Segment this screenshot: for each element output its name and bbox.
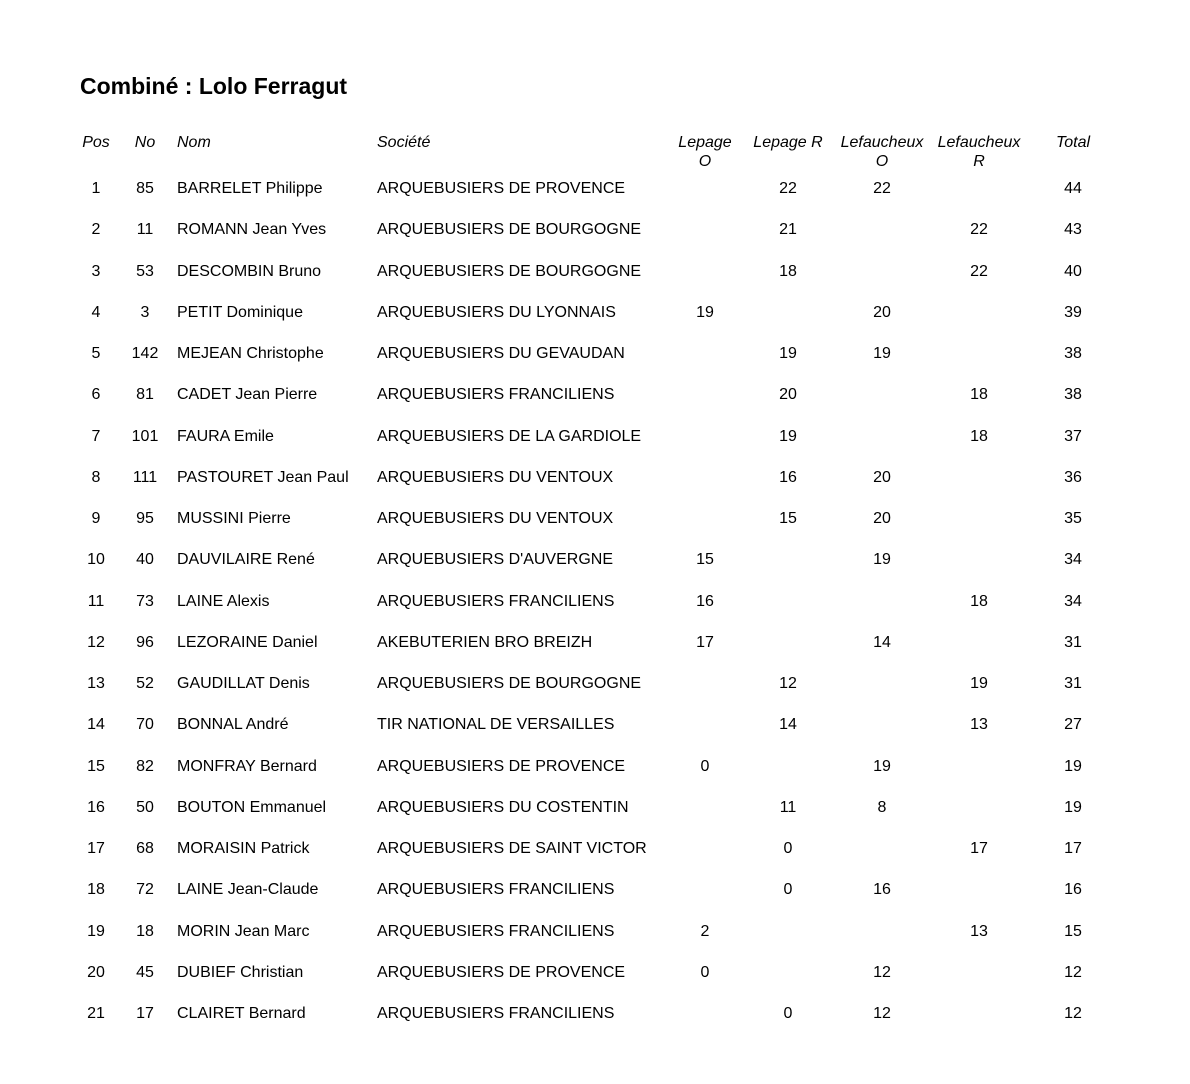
cell-lefaucheux-o: 19 bbox=[873, 551, 891, 569]
cell-no: 142 bbox=[131, 345, 159, 362]
cell-pos: 9 bbox=[91, 510, 101, 527]
cell-total: 34 bbox=[1064, 551, 1082, 569]
cell-no: 82 bbox=[136, 757, 154, 775]
table-row bbox=[0, 674, 1190, 715]
cell-lepage-o: 15 bbox=[696, 551, 714, 569]
table-row bbox=[0, 633, 1190, 674]
table-row bbox=[0, 1004, 1190, 1045]
header-lepage-r: Lepage R bbox=[753, 134, 823, 151]
cell-total: 36 bbox=[1064, 468, 1082, 486]
cell-total: 31 bbox=[1064, 633, 1082, 651]
cell-societe: ARQUEBUSIERS DE PROVENCE bbox=[377, 180, 626, 197]
cell-nom: BONNAL André bbox=[177, 716, 289, 734]
cell-societe: ARQUEBUSIERS DE PROVENCE bbox=[377, 963, 626, 981]
cell-lepage-r: 20 bbox=[779, 386, 797, 404]
cell-total: 16 bbox=[1064, 881, 1082, 899]
header-nom: Nom bbox=[177, 134, 211, 151]
table-row bbox=[0, 757, 1190, 798]
cell-societe: TIR NATIONAL DE VERSAILLES bbox=[377, 716, 615, 734]
cell-nom: BOUTON Emmanuel bbox=[177, 798, 327, 816]
cell-nom: CADET Jean Pierre bbox=[177, 386, 318, 404]
header-lefaucheux-o-line1: Lefaucheux bbox=[840, 134, 924, 151]
cell-pos: 11 bbox=[87, 592, 105, 610]
cell-total: 12 bbox=[1064, 1005, 1082, 1022]
cell-lefaucheux-o: 14 bbox=[873, 633, 891, 651]
cell-total: 12 bbox=[1064, 963, 1082, 981]
cell-societe: ARQUEBUSIERS DE BOURGOGNE bbox=[377, 262, 642, 280]
table-row bbox=[0, 262, 1190, 303]
cell-societe: ARQUEBUSIERS FRANCILIENS bbox=[377, 881, 615, 899]
cell-lepage-r: 16 bbox=[779, 468, 797, 486]
cell-no: 3 bbox=[140, 303, 150, 321]
table-row bbox=[0, 179, 1190, 220]
cell-pos: 7 bbox=[91, 427, 101, 445]
cell-nom: LAINE Jean-Claude bbox=[177, 881, 319, 899]
cell-societe: ARQUEBUSIERS DU VENTOUX bbox=[377, 468, 614, 486]
cell-total: 19 bbox=[1064, 757, 1082, 775]
page-title: Combiné : Lolo Ferragut bbox=[80, 73, 348, 99]
cell-total: 31 bbox=[1064, 675, 1082, 692]
header-lefaucheux-o bbox=[836, 133, 928, 171]
cell-lefaucheux-r: 19 bbox=[970, 675, 988, 692]
cell-lefaucheux-r: 13 bbox=[970, 922, 988, 940]
table-row bbox=[0, 344, 1190, 385]
cell-nom: ROMANN Jean Yves bbox=[177, 221, 327, 239]
cell-nom: MORIN Jean Marc bbox=[177, 922, 310, 940]
table-row bbox=[0, 592, 1190, 633]
cell-nom: LAINE Alexis bbox=[177, 592, 270, 610]
cell-nom: BARRELET Philippe bbox=[177, 180, 323, 197]
cell-lefaucheux-r: 22 bbox=[970, 221, 988, 239]
table-row bbox=[0, 922, 1190, 963]
cell-lepage-r: 21 bbox=[779, 221, 797, 239]
cell-nom: PETIT Dominique bbox=[177, 303, 303, 321]
cell-pos: 10 bbox=[87, 551, 105, 569]
header-total: Total bbox=[1055, 134, 1091, 151]
header-lepage-o-line1: Lepage bbox=[678, 134, 732, 151]
cell-lefaucheux-o: 12 bbox=[873, 1005, 891, 1022]
cell-societe: ARQUEBUSIERS D'AUVERGNE bbox=[377, 551, 613, 569]
cell-total: 39 bbox=[1064, 303, 1082, 321]
table-row bbox=[0, 963, 1190, 1004]
cell-pos: 13 bbox=[87, 675, 105, 692]
cell-societe: ARQUEBUSIERS FRANCILIENS bbox=[377, 386, 615, 404]
cell-nom: MONFRAY Bernard bbox=[177, 757, 317, 775]
cell-pos: 2 bbox=[91, 221, 101, 239]
cell-societe: ARQUEBUSIERS DE LA GARDIOLE bbox=[377, 427, 642, 445]
cell-nom: LEZORAINE Daniel bbox=[177, 633, 318, 651]
cell-lefaucheux-r: 17 bbox=[970, 840, 988, 857]
cell-lefaucheux-r: 18 bbox=[970, 386, 988, 404]
cell-nom: FAURA Emile bbox=[177, 427, 274, 445]
cell-pos: 19 bbox=[87, 922, 105, 940]
cell-societe: ARQUEBUSIERS DE SAINT VICTOR bbox=[377, 840, 647, 857]
table-row bbox=[0, 798, 1190, 839]
cell-societe: ARQUEBUSIERS DU COSTENTIN bbox=[377, 798, 629, 816]
cell-lefaucheux-r: 18 bbox=[970, 427, 988, 445]
cell-societe: ARQUEBUSIERS FRANCILIENS bbox=[377, 922, 615, 940]
table-row bbox=[0, 427, 1190, 468]
cell-lepage-r: 19 bbox=[779, 427, 797, 445]
cell-nom: MORAISIN Patrick bbox=[177, 840, 310, 857]
header-lepage-o-line2: O bbox=[698, 153, 712, 170]
cell-pos: 6 bbox=[91, 386, 101, 404]
cell-total: 40 bbox=[1064, 262, 1082, 280]
cell-nom: DESCOMBIN Bruno bbox=[177, 262, 322, 280]
cell-lefaucheux-r: 22 bbox=[970, 262, 988, 280]
table-row bbox=[0, 715, 1190, 756]
cell-total: 17 bbox=[1064, 840, 1082, 857]
cell-societe: ARQUEBUSIERS FRANCILIENS bbox=[377, 1005, 615, 1022]
cell-societe: ARQUEBUSIERS FRANCILIENS bbox=[377, 592, 615, 610]
cell-lepage-r: 0 bbox=[783, 1005, 793, 1022]
cell-total: 37 bbox=[1064, 427, 1082, 445]
cell-nom: GAUDILLAT Denis bbox=[177, 675, 310, 692]
cell-lepage-r: 11 bbox=[779, 798, 797, 816]
cell-lefaucheux-o: 22 bbox=[873, 180, 891, 197]
table-row bbox=[0, 468, 1190, 509]
cell-nom: MEJEAN Christophe bbox=[177, 345, 324, 362]
cell-pos: 15 bbox=[87, 757, 105, 775]
cell-lepage-r: 14 bbox=[779, 716, 797, 734]
cell-lefaucheux-o: 8 bbox=[877, 798, 887, 816]
cell-societe: AKEBUTERIEN BRO BREIZH bbox=[377, 633, 593, 651]
cell-no: 70 bbox=[136, 716, 154, 734]
cell-societe: ARQUEBUSIERS DE BOURGOGNE bbox=[377, 675, 642, 692]
cell-no: 73 bbox=[136, 592, 154, 610]
cell-lefaucheux-o: 20 bbox=[873, 510, 891, 527]
cell-pos: 12 bbox=[87, 633, 105, 651]
cell-lepage-r: 0 bbox=[783, 881, 793, 899]
cell-lepage-r: 22 bbox=[779, 180, 797, 197]
cell-no: 53 bbox=[136, 262, 154, 280]
cell-total: 43 bbox=[1064, 221, 1082, 239]
cell-lefaucheux-o: 20 bbox=[873, 468, 891, 486]
cell-no: 52 bbox=[136, 675, 154, 692]
cell-pos: 14 bbox=[87, 716, 105, 734]
cell-lefaucheux-o: 19 bbox=[873, 345, 891, 362]
cell-nom: DUBIEF Christian bbox=[177, 963, 304, 981]
cell-pos: 5 bbox=[91, 345, 101, 362]
cell-no: 45 bbox=[136, 963, 154, 981]
cell-lepage-o: 2 bbox=[700, 922, 710, 940]
cell-no: 17 bbox=[136, 1005, 154, 1022]
table-row bbox=[0, 220, 1190, 261]
cell-no: 85 bbox=[136, 180, 154, 197]
cell-lefaucheux-r: 18 bbox=[970, 592, 988, 610]
cell-pos: 21 bbox=[87, 1005, 105, 1022]
cell-total: 38 bbox=[1064, 386, 1082, 404]
cell-no: 81 bbox=[136, 386, 154, 404]
table-row bbox=[0, 880, 1190, 921]
cell-lefaucheux-r: 13 bbox=[970, 716, 988, 734]
table-row bbox=[0, 385, 1190, 426]
table-row bbox=[0, 839, 1190, 880]
cell-no: 18 bbox=[136, 922, 154, 940]
cell-pos: 1 bbox=[91, 180, 101, 197]
cell-total: 34 bbox=[1064, 592, 1082, 610]
cell-lefaucheux-o: 16 bbox=[873, 881, 891, 899]
cell-lefaucheux-o: 12 bbox=[873, 963, 891, 981]
cell-pos: 18 bbox=[87, 881, 105, 899]
cell-no: 111 bbox=[132, 468, 158, 486]
cell-nom: PASTOURET Jean Paul bbox=[177, 468, 349, 486]
cell-total: 19 bbox=[1064, 798, 1082, 816]
header-societe: Société bbox=[377, 134, 431, 151]
cell-lepage-o: 17 bbox=[696, 633, 714, 651]
cell-pos: 3 bbox=[91, 262, 101, 280]
cell-pos: 16 bbox=[87, 798, 105, 816]
cell-societe: ARQUEBUSIERS DE PROVENCE bbox=[377, 757, 626, 775]
header-lefaucheux-r bbox=[934, 133, 1024, 171]
cell-lefaucheux-o: 19 bbox=[873, 757, 891, 775]
cell-societe: ARQUEBUSIERS DE BOURGOGNE bbox=[377, 221, 642, 239]
cell-no: 95 bbox=[136, 510, 154, 527]
cell-nom: DAUVILAIRE René bbox=[177, 551, 315, 569]
cell-lepage-r: 15 bbox=[779, 510, 797, 527]
cell-total: 35 bbox=[1064, 510, 1082, 527]
cell-total: 44 bbox=[1064, 180, 1082, 197]
header-lefaucheux-r-line1: Lefaucheux bbox=[937, 134, 1021, 151]
cell-pos: 17 bbox=[87, 840, 105, 857]
cell-lefaucheux-o: 20 bbox=[873, 303, 891, 321]
cell-lepage-r: 19 bbox=[779, 345, 797, 362]
cell-lepage-r: 12 bbox=[779, 675, 797, 692]
cell-no: 72 bbox=[136, 881, 154, 899]
cell-societe: ARQUEBUSIERS DU VENTOUX bbox=[377, 510, 614, 527]
cell-lepage-r: 18 bbox=[779, 262, 797, 280]
cell-nom: MUSSINI Pierre bbox=[177, 510, 291, 527]
cell-nom: CLAIRET Bernard bbox=[177, 1005, 306, 1022]
cell-lepage-o: 0 bbox=[700, 757, 710, 775]
cell-pos: 20 bbox=[87, 963, 105, 981]
cell-total: 27 bbox=[1064, 716, 1082, 734]
cell-total: 38 bbox=[1064, 345, 1082, 362]
cell-pos: 4 bbox=[91, 303, 101, 321]
cell-lepage-r: 0 bbox=[783, 840, 793, 857]
table-row bbox=[0, 509, 1190, 550]
header-lefaucheux-r-line2: R bbox=[973, 153, 985, 170]
header-lefaucheux-o-line2: O bbox=[875, 153, 889, 170]
cell-no: 68 bbox=[136, 840, 154, 857]
cell-no: 101 bbox=[131, 427, 159, 445]
cell-lepage-o: 19 bbox=[696, 303, 714, 321]
header-pos: Pos bbox=[82, 134, 110, 151]
cell-total: 15 bbox=[1064, 922, 1082, 940]
header-no: No bbox=[134, 134, 156, 151]
cell-no: 50 bbox=[136, 798, 154, 816]
cell-no: 11 bbox=[136, 221, 154, 239]
cell-societe: ARQUEBUSIERS DU GEVAUDAN bbox=[377, 345, 625, 362]
cell-lepage-o: 0 bbox=[700, 963, 710, 981]
cell-no: 96 bbox=[136, 633, 154, 651]
table-row bbox=[0, 550, 1190, 591]
cell-societe: ARQUEBUSIERS DU LYONNAIS bbox=[377, 303, 616, 321]
cell-pos: 8 bbox=[91, 468, 101, 486]
table-row bbox=[0, 303, 1190, 344]
cell-no: 40 bbox=[136, 551, 154, 569]
header-lepage-o bbox=[670, 133, 740, 171]
cell-lepage-o: 16 bbox=[696, 592, 714, 610]
